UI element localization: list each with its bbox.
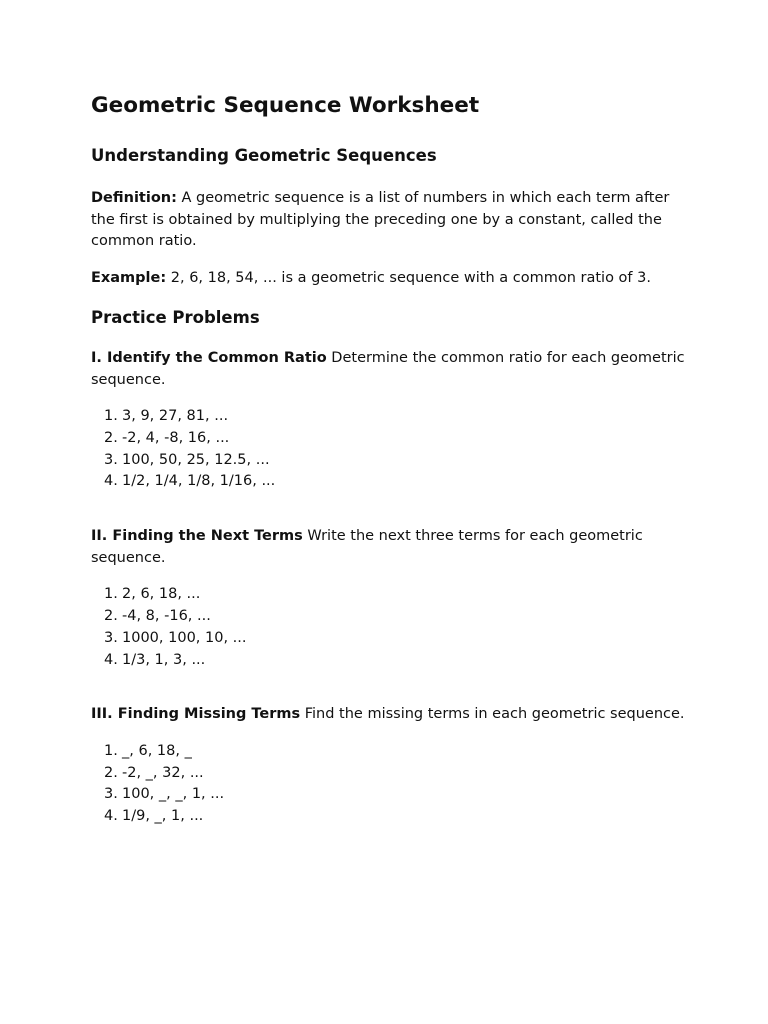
definition-label: Definition: [91,190,177,206]
problem-set-3-instruction [91,704,691,726]
list-item [104,584,691,606]
problem-set-2-label: II. Finding the Next Terms [91,528,303,545]
problem-set-1-list [91,406,691,493]
list-item [104,428,691,450]
list-item [104,763,691,785]
example-paragraph [91,268,691,290]
section-heading-understanding: Understanding Geometric Sequences [91,146,437,165]
list-item-number: 2. [104,608,118,625]
list-item [104,406,691,428]
list-item-text: 100, 50, 25, 12.5, ... [122,451,270,468]
list-item-text: _, 6, 18, _ [122,742,192,759]
definition-text: A geometric sequence is a list of numbers in which each term after the first is obtained by multiplying the preceding one by a constant, called the common ratio. [91,190,670,250]
problem-set-1-instruction [91,348,691,391]
list-item [104,471,691,493]
list-item [104,450,691,472]
example-text: 2, 6, 18, 54, ... is a geometric sequence with a common ratio of 3. [166,270,651,287]
problem-set-1-label: I. Identify the Common Ratio [91,349,327,366]
list-item-text: 1/9, _, 1, ... [122,808,204,825]
definition-paragraph [91,188,691,253]
list-item-text: 100, _, _, 1, ... [122,786,225,803]
list-item-text: 1/3, 1, 3, ... [122,651,206,668]
list-item-number: 1. [104,742,118,759]
problem-set-1-text: Determine the common ratio for each geometric sequence. [91,349,685,388]
list-item [104,741,691,763]
list-item-number: 4. [104,651,118,668]
list-item-text: -2, _, 32, ... [122,764,204,781]
problem-set-3-label: III. Finding Missing Terms [91,706,301,723]
list-item-number: 3. [104,451,118,468]
list-item-number: 1. [104,586,118,603]
list-item [104,606,691,628]
list-item-text: 2, 6, 18, ... [122,586,201,603]
list-item-number: 4. [104,808,118,825]
list-item [104,650,691,672]
list-item-number: 1. [104,408,118,425]
list-item-text: 1/2, 1/4, 1/8, 1/16, ... [122,473,276,490]
list-item-number: 4. [104,473,118,490]
problem-set-3-list [91,741,691,828]
list-item-text: 1000, 100, 10, ... [122,629,247,646]
problem-set-2-instruction [91,526,691,569]
problem-set-3-text: Find the missing terms in each geometric sequence. [300,706,685,723]
problem-set-2-text: Write the next three terms for each geometric sequence. [91,528,643,566]
list-item-text: -2, 4, -8, 16, ... [122,429,230,446]
list-item-text: -4, 8, -16, ... [122,608,211,625]
problem-set-2-list [91,584,691,671]
page-title: Geometric Sequence Worksheet [91,93,480,118]
list-item-number: 3. [104,786,118,803]
example-label: Example: [91,270,167,287]
list-item [104,784,691,806]
list-item [104,806,691,828]
list-item-number: 2. [104,764,118,781]
worksheet-page [91,92,691,828]
section-heading-practice: Practice Problems [91,307,260,327]
list-item-number: 3. [104,629,118,646]
list-item-number: 2. [104,429,118,446]
list-item-text: 3, 9, 27, 81, ... [122,408,229,425]
list-item [104,628,691,650]
